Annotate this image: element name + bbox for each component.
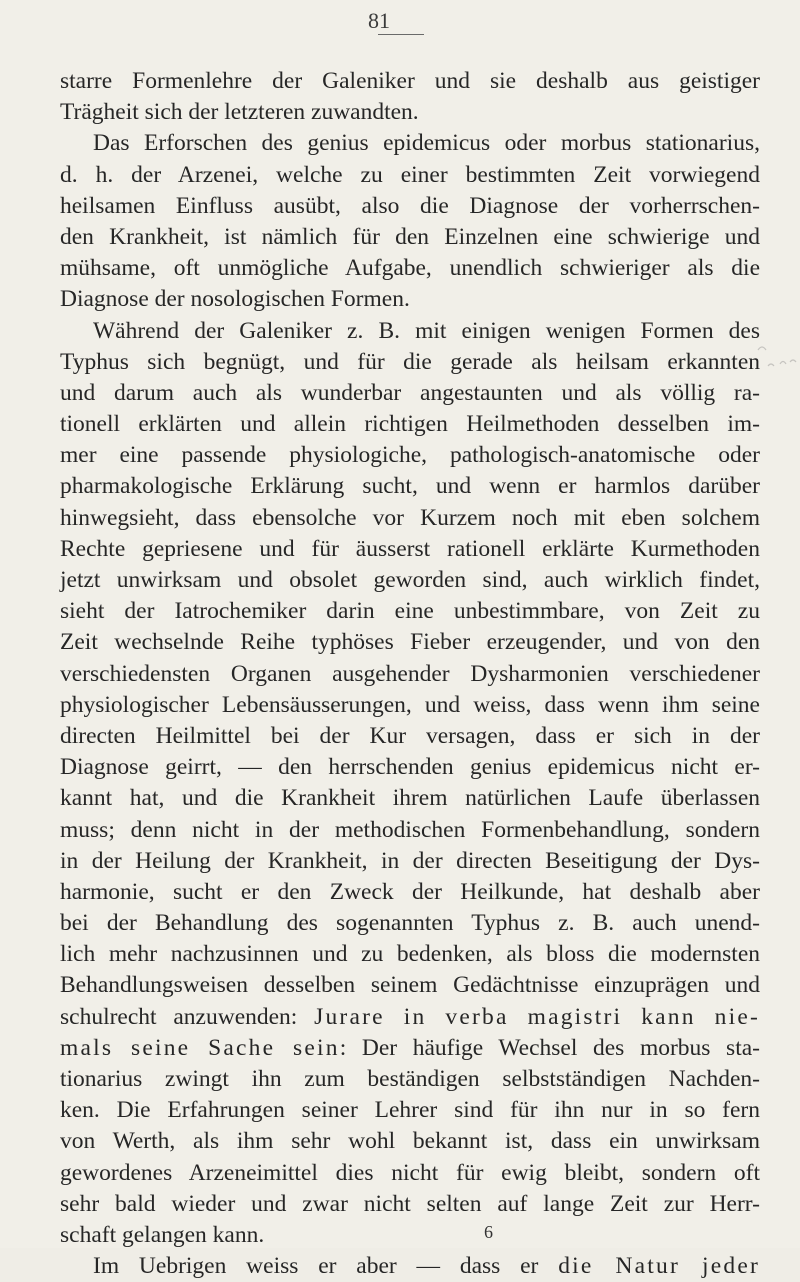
text-line: Trägheit sich der letzteren zuwandten. [60, 99, 419, 126]
text-line: sehr bald wieder und zwar nicht selten auf lange Zeit zur Herr- [60, 1190, 760, 1217]
signature-mark: 6 [484, 1222, 493, 1242]
text-line: sieht der Iatrochemiker darin eine unbestimmbare, von Zeit zu [60, 598, 760, 625]
text-line: von Werth, als ihm sehr wohl bekannt ist, dass ein unwirksam [60, 1128, 760, 1155]
text-line-mixed [60, 1251, 760, 1282]
text-line-mixed [60, 1002, 760, 1033]
text-line: d. h. der Arzenei, welche zu einer bestimmten Zeit vorwiegend [60, 161, 760, 188]
text-line: Das Erforschen des genius epidemicus oder morbus stationarius, [93, 130, 760, 157]
text-line: Während der Galeniker z. B. mit einigen wenigen Formen des [93, 317, 760, 344]
header-rule [378, 34, 424, 35]
text-run: Im Uebrigen weiss er aber — dass er [93, 1253, 559, 1280]
text-line: Behandlungsweisen desselben seinem Gedächtnisse einzuprägen und [60, 972, 760, 999]
text-line: kannt hat, und die Krankheit ihrem natürlichen Laufe überlassen [60, 785, 760, 812]
text-line: tionell erklärten und allein richtigen Heilmethoden desselben im- [60, 411, 760, 438]
spaced-quote: Jurare in verba magistri kann nie- [314, 1003, 761, 1030]
text-line: physiologischer Lebensäusserungen, und weiss, dass wenn ihm seine [60, 691, 760, 718]
body-text [60, 66, 760, 1282]
text-line: pharmakologische Erklärung sucht, und wenn er harmlos darüber [60, 473, 760, 500]
text-line: directen Heilmittel bei der Kur versagen, dass er sich in der [60, 722, 760, 749]
text-line: gewordenes Arzeneimittel dies nicht für ewig bleibt, sondern oft [60, 1159, 760, 1186]
text-line: Rechte gepriesene und für äusserst rationell erklärte Kurmethoden [60, 535, 760, 562]
text-line: tionarius zwingt ihn zum beständigen selbstständigen Nachden- [60, 1066, 760, 1092]
text-line: den Krankheit, ist nämlich für den Einzelnen eine schwierige und [60, 223, 760, 250]
text-line: und darum auch als wunderbar angestaunten und als völlig ra- [60, 379, 760, 406]
text-line: Diagnose geirrt, — den herrschenden genius epidemicus nicht er- [60, 754, 760, 781]
text-line: muss; denn nicht in der methodischen Formenbehandlung, sondern [60, 816, 760, 843]
text-line: in der Heilung der Krankheit, in der directen Beseitigung der Dys- [60, 847, 760, 874]
text-line: hinwegsieht, dass ebensolche vor Kurzem noch mit eben solchem [60, 504, 760, 531]
spaced-quote: mals seine Sache sein [60, 1034, 340, 1061]
text-run: schulrecht anzuwenden: [60, 1003, 315, 1030]
text-line: schaft gelangen kann. [60, 1221, 265, 1248]
text-line-mixed [60, 1033, 760, 1064]
text-line: bei der Behandlung des sogenannten Typhus z. B. auch unend- [60, 910, 760, 937]
page-number: 81 [368, 8, 390, 33]
text-line: Zeit wechselnde Reihe typhöses Fieber erzeugender, und von den [60, 629, 760, 656]
text-line: jetzt unwirksam und obsolet geworden sind, auch wirklich findet, [60, 567, 760, 593]
text-line: verschiedensten Organen ausgehender Dysharmonien verschiedener [60, 660, 760, 687]
text-line: mühsame, oft unmögliche Aufgabe, unendlich schwieriger als die [60, 255, 760, 282]
text-line: Diagnose der nosologischen Formen. [60, 286, 410, 313]
text-run: : Der häufige Wechsel des morbus sta- [339, 1034, 760, 1061]
text-line: lich mehr nachzusinnen und zu bedenken, als bloss die modernsten [60, 941, 760, 968]
text-line: harmonie, sucht er den Zweck der Heilkunde, hat deshalb aber [60, 878, 760, 905]
spaced-emphasis: die Natur jeder [558, 1253, 760, 1280]
text-line: heilsamen Einfluss ausübt, also die Diagnose der vorherrschen- [60, 192, 760, 219]
text-line: ken. Die Erfahrungen seiner Lehrer sind für ihn nur in so fern [60, 1097, 760, 1124]
text-line: mer eine passende physiologiche, pathologisch-anatomische oder [60, 442, 760, 469]
ink-bleed-mark [752, 340, 800, 380]
text-line: Typhus sich begnügt, und für die gerade als heilsam erkannten [60, 348, 760, 375]
text-line: starre Formenlehre der Galeniker und sie deshalb aus geistiger [60, 68, 760, 94]
